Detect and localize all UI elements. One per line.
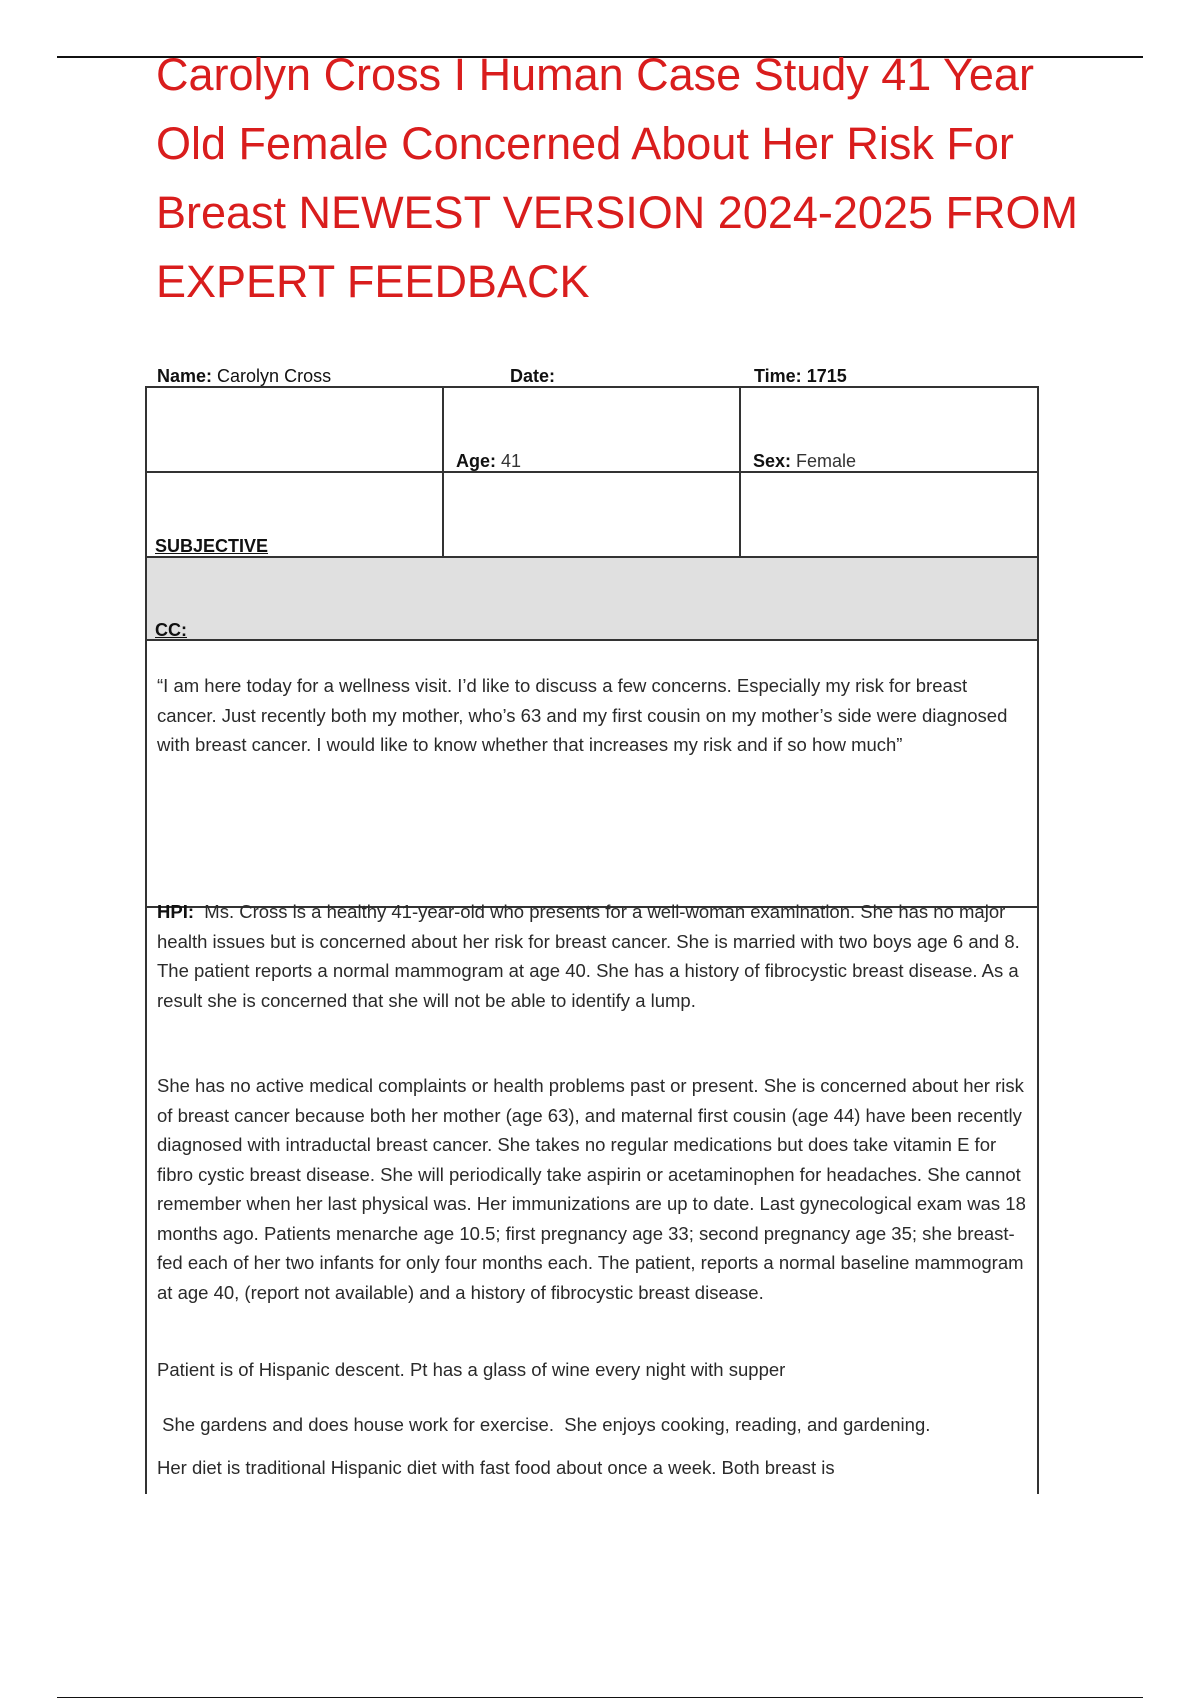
history-paragraph: She has no active medical complaints or health problems past or present. She is concerned about her risk of breast cancer because both her mother (age 63), and maternal first cousin (age 44) have been recently diagnosed with intraductal breast cancer. She takes no regular medications but does take vitamin E for fibro cystic breast disease. She will periodically take aspirin or acetaminophen for headaches. She cannot remember when her last physical was. Her immunizations are up to date. Last gynecological exam was 18 months ago. Patients menarche age 10.5; first pregnancy age 33; second pregnancy age 35; she breast-fed each of her two infants for only four months each. The patient, reports a normal baseline mammogram at age 40, (report not available) and a history of fibrocystic breast disease. — [157, 1075, 1026, 1303]
diet-paragraph: Her diet is traditional Hispanic diet with fast food about once a week. Both breast is — [157, 1457, 835, 1478]
cc-header-band — [147, 558, 1037, 639]
time-field — [754, 366, 847, 387]
name-value: Carolyn Cross — [217, 366, 332, 386]
hpi-paragraph — [157, 897, 1027, 1015]
name-label: Name: — [157, 366, 213, 386]
table-row-line-3 — [145, 639, 1039, 641]
sex-label: Sex: — [753, 451, 792, 471]
name-field — [157, 366, 331, 387]
exercise-paragraph: She gardens and does house work for exercise. She enjoys cooking, reading, and gardening. — [157, 1414, 931, 1435]
age-cell — [456, 451, 521, 472]
time-label: Time: — [754, 366, 802, 386]
sex-cell — [753, 451, 856, 472]
social-paragraph: Patient is of Hispanic descent. Pt has a glass of wine every night with supper — [157, 1359, 786, 1380]
time-value: 1715 — [806, 366, 847, 386]
sex-value: Female — [796, 451, 857, 471]
date-field — [510, 366, 555, 387]
date-label: Date: — [510, 366, 556, 386]
info-table — [145, 386, 1039, 908]
hpi-label: HPI: — [157, 901, 194, 922]
age-value: 41 — [501, 451, 522, 471]
hpi-left-border — [145, 908, 147, 1494]
hpi-right-border — [1037, 908, 1039, 1494]
chief-complaint-text: “I am here today for a wellness visit. I’d like to discuss a few concerns. Especially my risk for breast cancer. Just recently both my mother, who’s 63 and my first cousin on my mother’s side were diagnosed with breast cancer. I would like to know whether that increases my risk and if so how much” — [157, 675, 1008, 755]
subjective-label: SUBJECTIVE — [155, 536, 269, 556]
age-label: Age: — [456, 451, 496, 471]
cc-label: CC: — [155, 620, 187, 640]
hpi-text: Ms. Cross is a healthy 41-year-old who presents for a well-woman examination. She has no major health issues but is concerned about her risk for breast cancer. She is married with two boys age 6 and 8. The patient reports a normal mammogram at age 40. She has a history of fibrocystic breast disease. As a result she is concerned that she will not be able to identify a lump. — [157, 901, 1020, 1011]
document-title: Carolyn Cross I Human Case Study 41 Year Old Female Concerned About Her Risk For Breast NEWEST VERSION 2024-2025 FROM EXPERT FEEDBACK — [156, 49, 1078, 307]
bottom-rule — [57, 1697, 1143, 1698]
table-row-line-1 — [145, 471, 1039, 473]
